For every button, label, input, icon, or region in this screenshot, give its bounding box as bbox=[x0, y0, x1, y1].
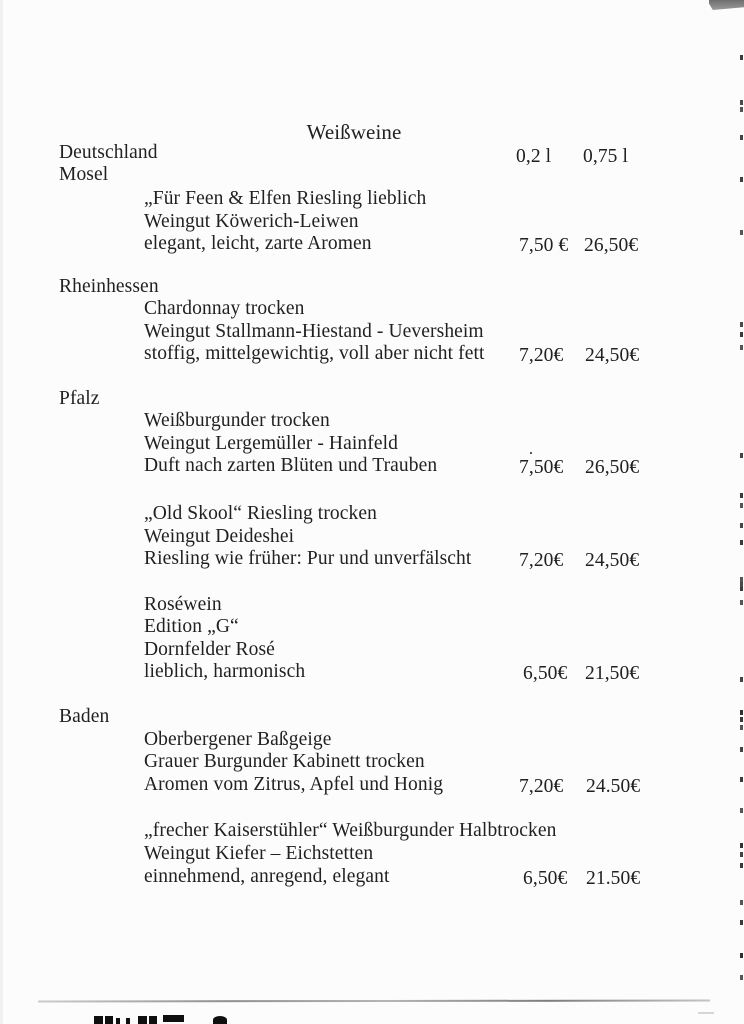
wine-title-line: „Old Skool“ Riesling trocken bbox=[144, 503, 377, 524]
price-small: 6,50€ bbox=[523, 663, 568, 684]
winery-line: Weingut Stallmann-Hiestand - Ueversheim bbox=[144, 321, 484, 342]
wine-title-line: Chardonnay trocken bbox=[144, 298, 305, 319]
wine-title-line: „frecher Kaiserstühler“ Weißburgunder Halbtrocken bbox=[144, 820, 557, 841]
price-small: 7,50 € bbox=[519, 235, 569, 256]
tasting-note-line: Duft nach zarten Blüten und Trauben bbox=[144, 455, 438, 476]
top-edge-shadow bbox=[709, 0, 744, 10]
price-large: 21.50€ bbox=[586, 868, 641, 889]
price-small: 7,50€ bbox=[519, 457, 564, 478]
wine-title-line: Grauer Burgunder Kabinett trocken bbox=[144, 751, 425, 772]
price-large: 24,50€ bbox=[585, 345, 640, 366]
region-label-pfalz: Pfalz bbox=[59, 388, 100, 409]
tasting-note-line: stoffig, mittelgewichtig, voll aber nicht fett bbox=[144, 343, 485, 364]
country-label: Deutschland bbox=[59, 142, 158, 163]
volume-header-large: 0,75 l bbox=[583, 146, 629, 167]
price-large: 24,50€ bbox=[585, 550, 640, 571]
price-small: 6,50€ bbox=[523, 868, 568, 889]
price-large: 26,50€ bbox=[585, 457, 640, 478]
winery-line: Weingut Kiefer – Eichstetten bbox=[144, 843, 374, 864]
left-scan-edge bbox=[0, 0, 3, 1024]
tasting-note-line: elegant, leicht, zarte Aromen bbox=[144, 233, 372, 254]
faint-scan-dash bbox=[698, 1012, 714, 1014]
region-label-baden: Baden bbox=[59, 706, 110, 727]
wine-category-line: Roséwein bbox=[144, 594, 222, 615]
tasting-note-line: einnehmend, anregend, elegant bbox=[144, 866, 390, 887]
price-small: 7,20€ bbox=[519, 776, 564, 797]
ink-dot bbox=[530, 452, 532, 454]
wine-title-line: Weißburgunder trocken bbox=[144, 410, 330, 431]
price-small: 7,20€ bbox=[519, 345, 564, 366]
price-large: 21,50€ bbox=[585, 663, 640, 684]
price-small: 7,20€ bbox=[519, 550, 564, 571]
price-large: 24.50€ bbox=[586, 776, 641, 797]
tasting-note-line: lieblich, harmonisch bbox=[144, 661, 306, 682]
wine-title-line: Dornfelder Rosé bbox=[144, 639, 275, 660]
winery-line: Weingut Deideshei bbox=[144, 526, 295, 547]
winery-line: Weingut Köwerich-Leiwen bbox=[144, 211, 359, 232]
tasting-note-line: Riesling wie früher: Pur und unverfälscht bbox=[144, 548, 472, 569]
price-large: 26,50€ bbox=[584, 235, 639, 256]
volume-header-small: 0,2 l bbox=[516, 146, 552, 167]
wine-title-line: Edition „G“ bbox=[144, 616, 239, 637]
region-label-rheinhessen: Rheinhessen bbox=[59, 276, 159, 297]
wine-title-line: „Für Feen & Elfen Riesling lieblich bbox=[144, 188, 427, 209]
tasting-note-line: Aromen vom Zitrus, Apfel und Honig bbox=[144, 774, 444, 795]
region-label-mosel: Mosel bbox=[59, 164, 109, 185]
winery-line: Weingut Lergemüller - Hainfeld bbox=[144, 433, 398, 454]
right-edge-binding-marks bbox=[740, 55, 743, 60]
bottom-fold-line bbox=[38, 1000, 710, 1003]
wine-title-line: Oberbergener Baßgeige bbox=[144, 729, 332, 750]
page-title: Weißweine bbox=[306, 120, 402, 144]
